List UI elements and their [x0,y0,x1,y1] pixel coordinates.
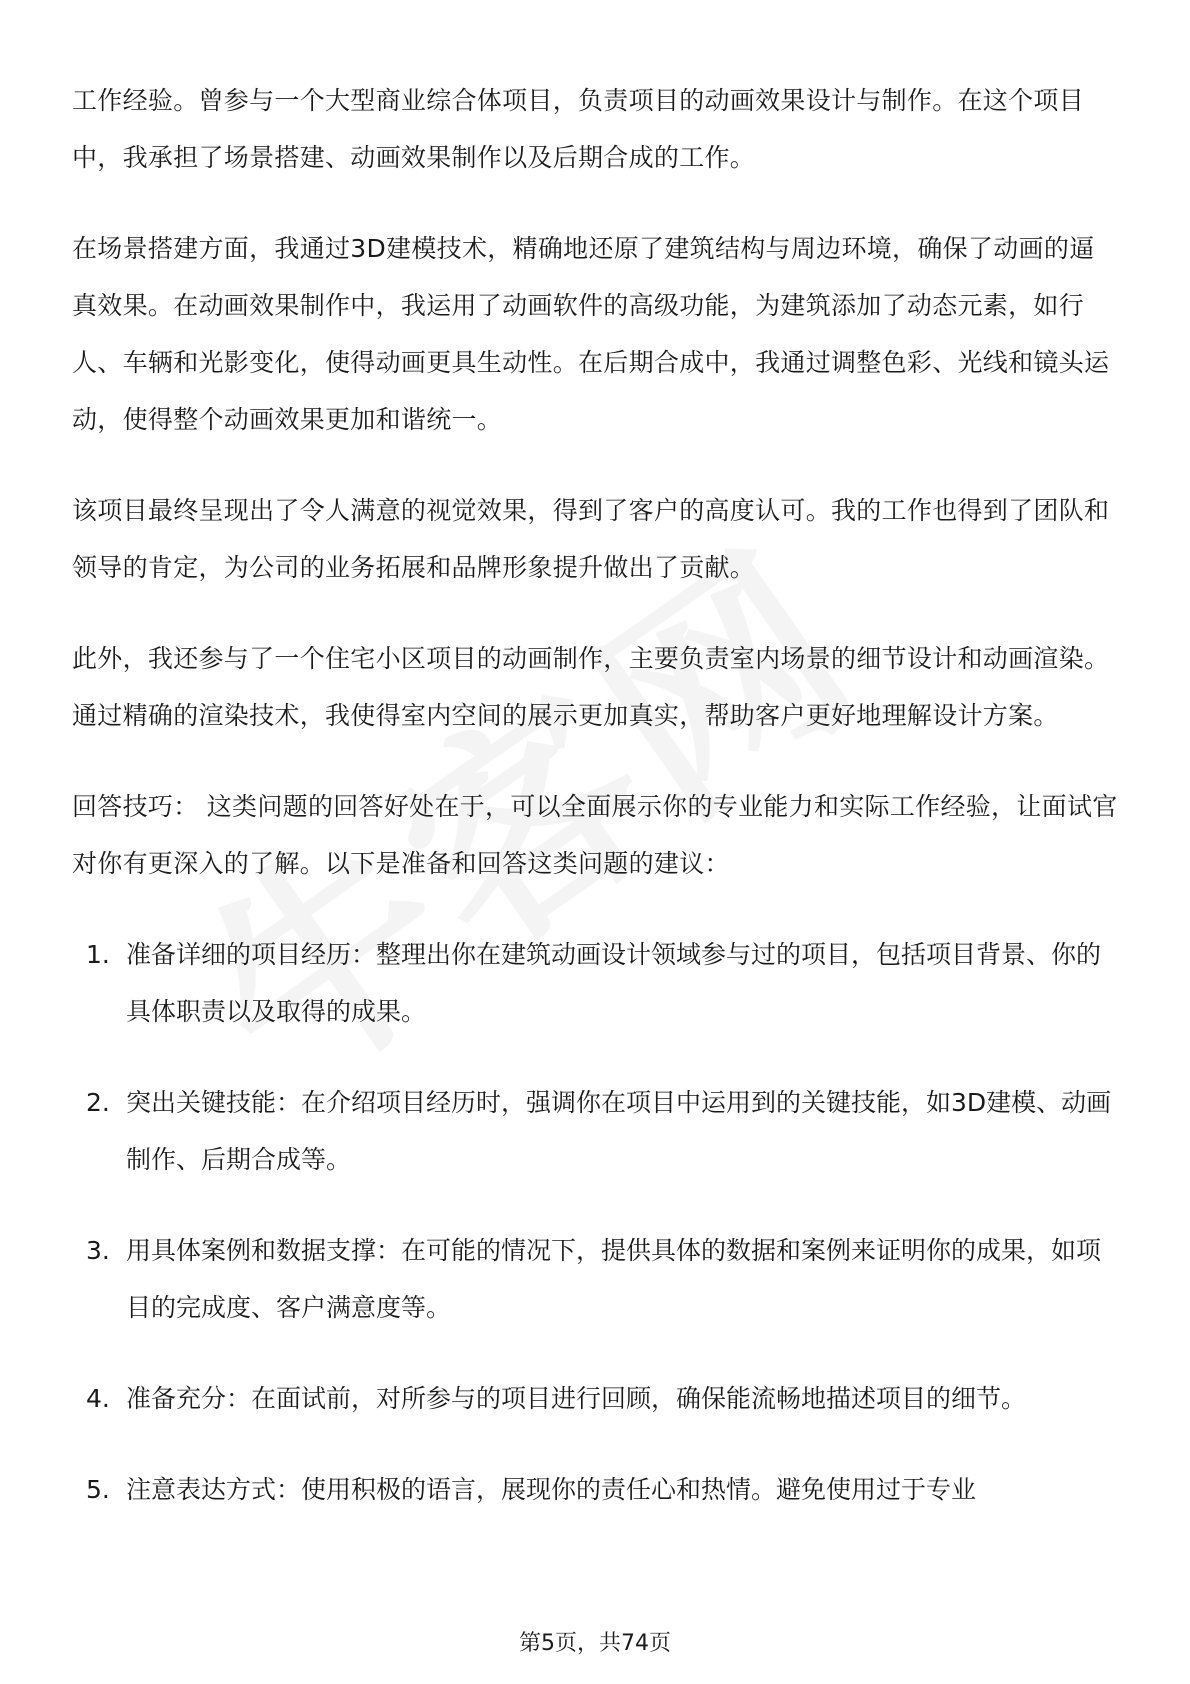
list-item [72,1222,1118,1336]
list-item-text: 注意表达方式：使用积极的语言，展现你的责任心和热情。避免使用过于专业 [126,1475,977,1504]
answer-tips-intro: 回答技巧： 这类问题的回答好处在于，可以全面展示你的专业能力和实际工作经验，让面试官对你有更深入的了解。以下是准备和回答这类问题的建议： [72,792,1118,878]
list-item [72,926,1118,1040]
paragraph: 该项目最终呈现出了令人满意的视觉效果，得到了客户的高度认可。我的工作也得到了团队和领导的肯定，为公司的业务拓展和品牌形象提升做出了贡献。 [72,496,1110,582]
list-number: 4. [86,1384,110,1413]
list-item [72,1074,1118,1188]
list-item-text: 准备充分：在面试前，对所参与的项目进行回顾，确保能流畅地描述项目的细节。 [126,1384,1027,1413]
list-number: 5. [86,1475,110,1504]
paragraph: 在场景搭建方面，我通过3D建模技术，精确地还原了建筑结构与周边环境，确保了动画的逼真效果。在动画效果制作中，我运用了动画软件的高级功能，为建筑添加了动态元素，如行人、车辆和光影变化，使得动画更具生动性。在后期合成中，我通过调整色彩、光线和镜头运动，使得整个动画效果更加和谐统一。 [72,234,1110,434]
list-item-text: 准备详细的项目经历：整理出你在建筑动画设计领域参与过的项目，包括项目背景、你的具体职责以及取得的成果。 [126,940,1102,1026]
list-number: 1. [86,940,110,969]
list-item-text: 用具体案例和数据支撑：在可能的情况下，提供具体的数据和案例来证明你的成果，如项目的完成度、客户满意度等。 [126,1236,1102,1322]
page-footer: 第5页，共74页 [519,1631,671,1656]
list-number: 2. [86,1088,110,1117]
list-item-text: 突出关键技能：在介绍项目经历时，强调你在项目中运用到的关键技能，如3D建模、动画制作、后期合成等。 [126,1088,1112,1174]
list-item [72,1461,1118,1518]
list-number: 3. [86,1236,110,1265]
tips-list [72,926,1118,1518]
document-body [72,72,1118,1552]
list-item [72,1370,1118,1427]
paragraph: 此外，我还参与了一个住宅小区项目的动画制作，主要负责室内场景的细节设计和动画渲染。通过精确的渲染技术，我使得室内空间的展示更加真实，帮助客户更好地理解设计方案。 [72,644,1110,730]
paragraph: 工作经验。曾参与一个大型商业综合体项目，负责项目的动画效果设计与制作。在这个项目中，我承担了场景搭建、动画效果制作以及后期合成的工作。 [72,86,1085,172]
